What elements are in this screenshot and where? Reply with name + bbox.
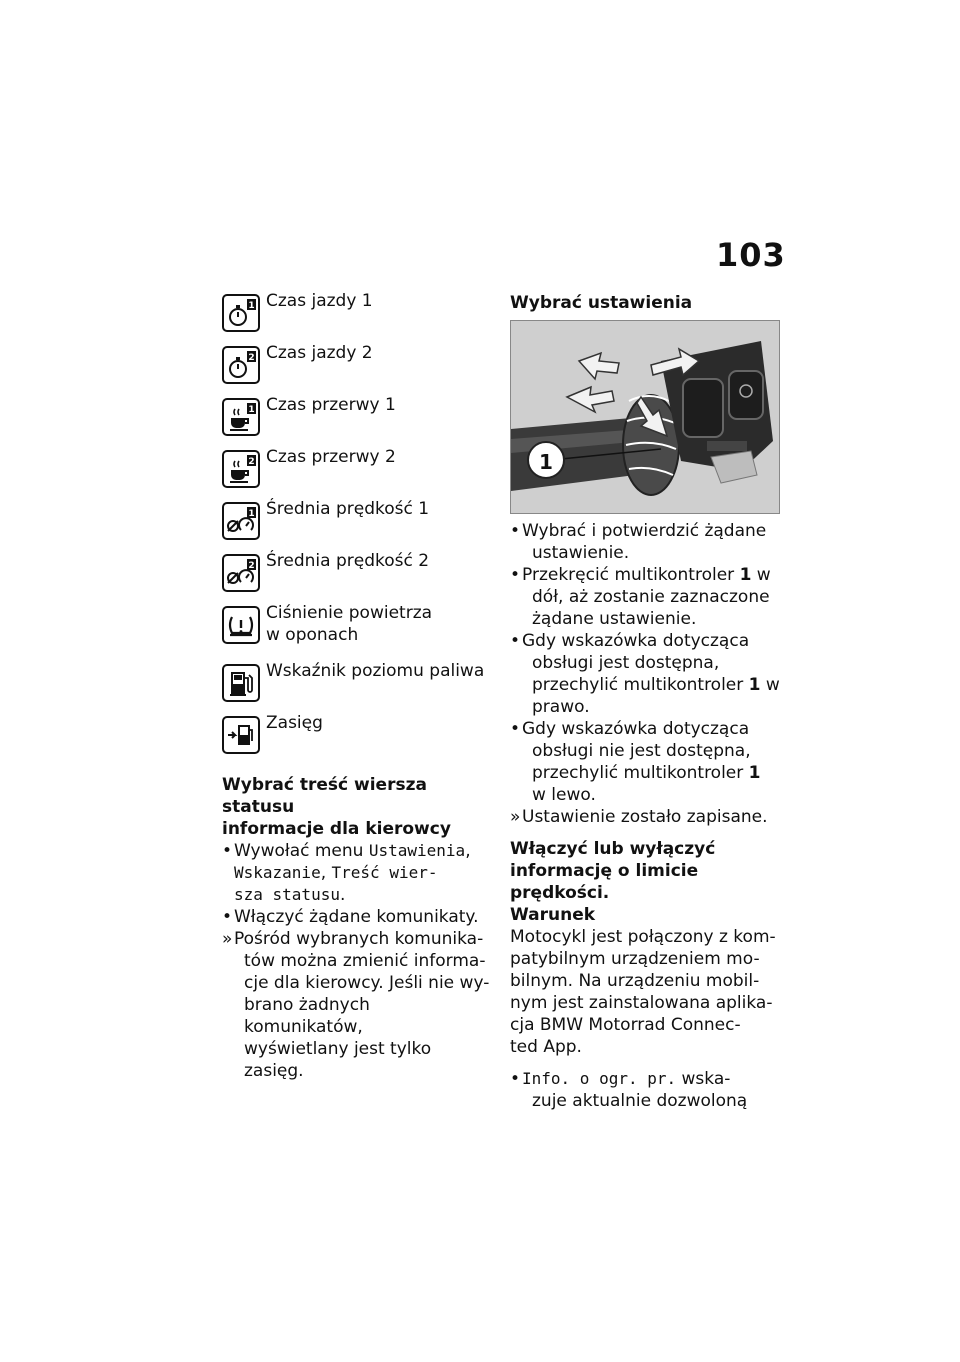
item-line: Gdy wskazówka dotycząca (522, 719, 750, 739)
bullet: • (510, 719, 521, 739)
indicator-label: Czas jazdy 2 (266, 343, 373, 363)
right-column (510, 288, 782, 1112)
indicator-row (222, 548, 494, 600)
heading-line: informację o limicie (510, 861, 699, 881)
item-text: Wywołać menu (234, 841, 369, 861)
bullet: • (510, 565, 521, 585)
item-line: Gdy wskazówka dotycząca (522, 631, 750, 651)
item-line: prawo. (532, 697, 590, 717)
condition-text (510, 926, 782, 1058)
coffee-cup-1-icon (222, 398, 260, 436)
list-item (510, 1068, 782, 1112)
page-number: 103 (716, 236, 786, 274)
item-line: zuje aktualnie dozwoloną (532, 1091, 748, 1111)
list-item (510, 630, 782, 718)
list-item (510, 564, 782, 630)
callout-label: 1 (527, 441, 565, 479)
heading-line: informacje dla kierowcy (222, 819, 451, 839)
indicator-row (222, 496, 494, 548)
item-line: obsługi jest dostępna, (532, 653, 720, 673)
text-line: patybilnym urządzeniem mo- (510, 949, 760, 969)
section-heading (222, 774, 494, 840)
result-line: brano żadnych komunikatów, (244, 995, 370, 1037)
result-item (222, 928, 494, 1082)
instruction-list (510, 1068, 782, 1112)
indicator-row (222, 288, 494, 340)
item-text: przechylić multikontroler (532, 675, 749, 695)
item-line: ustawienie. (532, 543, 630, 563)
item-text: przechylić multikontroler (532, 763, 749, 783)
list-item (222, 906, 494, 928)
svg-text:2: 2 (248, 353, 255, 363)
result-line: Pośród wybranych komunika- (234, 929, 484, 949)
text-line: nym jest zainstalowana aplika- (510, 993, 773, 1013)
indicator-row (222, 658, 494, 710)
instruction-list (222, 840, 494, 1082)
result-line: cje dla kierowcy. Jeśli nie wy- (244, 973, 490, 993)
item-line: w lewo. (532, 785, 596, 805)
handlebar-controls-photo (510, 320, 780, 514)
indicator-label: Czas przerwy 1 (266, 395, 396, 415)
text-line: ted App. (510, 1037, 582, 1057)
indicator-row (222, 710, 494, 762)
menu-path: sza statusu (234, 885, 340, 904)
bullet: • (510, 1069, 521, 1089)
indicator-label: Średnia prędkość 1 (266, 499, 430, 519)
indicator-label: Wskaźnik poziomu paliwa (266, 661, 485, 681)
item-text: , (320, 863, 332, 883)
item-text: . (339, 885, 346, 905)
result-line: wyświetlany jest tylko zasięg. (244, 1039, 432, 1081)
indicator-label (266, 602, 494, 646)
item-line (522, 762, 782, 784)
bullet: • (510, 521, 521, 541)
indicator-row (222, 392, 494, 444)
result-marker: » (222, 929, 233, 949)
callout-reference: 1 (748, 675, 761, 695)
left-column (222, 288, 494, 1082)
text-line: Motocykl jest połączony z kom- (510, 927, 776, 947)
item-text: wska- (676, 1069, 731, 1089)
result-line: Ustawienie zostało zapisane. (522, 807, 768, 827)
callout-reference: 1 (748, 763, 761, 783)
list-item (222, 840, 494, 906)
indicator-row (222, 340, 494, 392)
bullet: • (510, 631, 521, 651)
display-label: Info. o ogr. pr. (522, 1069, 677, 1088)
heading-line: Włączyć lub wyłączyć (510, 839, 716, 859)
item-line: dół, aż zostanie zaznaczone (532, 587, 770, 607)
range-icon (222, 716, 260, 754)
indicator-row (222, 600, 494, 658)
indicator-label: Średnia prędkość 2 (266, 551, 430, 571)
item-line: w (751, 565, 771, 585)
heading-line: prędkości. (510, 883, 610, 903)
svg-text:1: 1 (248, 405, 255, 415)
item-text: w (760, 675, 780, 695)
callout-reference: 1 (739, 565, 752, 585)
item-text: Włączyć żądane komunikaty. (234, 907, 479, 927)
svg-text:2: 2 (248, 561, 255, 571)
indicator-label-line: Ciśnienie powietrza (266, 603, 433, 623)
text-line: cja BMW Motorrad Connec- (510, 1015, 741, 1035)
instruction-list (510, 520, 782, 828)
bullet: • (222, 907, 233, 927)
list-item (510, 718, 782, 806)
text-line: bilnym. Na urządzeniu mobil- (510, 971, 760, 991)
section-heading: Wybrać ustawienia (510, 293, 693, 313)
heading-line: Wybrać treść wiersza statusu (222, 775, 427, 817)
result-item (510, 806, 782, 828)
svg-text:2: 2 (248, 457, 255, 467)
result-line: tów można zmienić informa- (244, 951, 486, 971)
menu-path: Treść wier- (331, 863, 438, 882)
list-item (510, 520, 782, 564)
item-line: Wybrać i potwierdzić żądane (522, 521, 767, 541)
indicator-label: Czas jazdy 1 (266, 291, 373, 311)
avg-speed-1-icon (222, 502, 260, 540)
condition-heading: Warunek (510, 905, 596, 925)
fuel-pump-icon (222, 664, 260, 702)
indicator-label: Zasięg (266, 713, 323, 733)
menu-path: Wskazanie (234, 863, 321, 882)
item-text: , (465, 841, 471, 861)
section-heading (510, 838, 782, 904)
stopwatch-1-icon (222, 294, 260, 332)
indicator-label: Czas przerwy 2 (266, 447, 396, 467)
menu-path: Ustawienia (368, 841, 466, 860)
indicator-label-line: w oponach (266, 625, 359, 645)
svg-text:1: 1 (248, 509, 255, 519)
item-line: Przekręcić multikontroler (522, 565, 740, 585)
avg-speed-2-icon (222, 554, 260, 592)
bullet: • (222, 841, 233, 861)
item-line (522, 674, 782, 696)
indicator-row (222, 444, 494, 496)
item-line: obsługi nie jest dostępna, (532, 741, 751, 761)
item-line: żądane ustawienie. (532, 609, 697, 629)
result-marker: » (510, 807, 521, 827)
tire-pressure-icon (222, 606, 260, 644)
svg-text:1: 1 (248, 301, 255, 311)
coffee-cup-2-icon (222, 450, 260, 488)
stopwatch-2-icon (222, 346, 260, 384)
